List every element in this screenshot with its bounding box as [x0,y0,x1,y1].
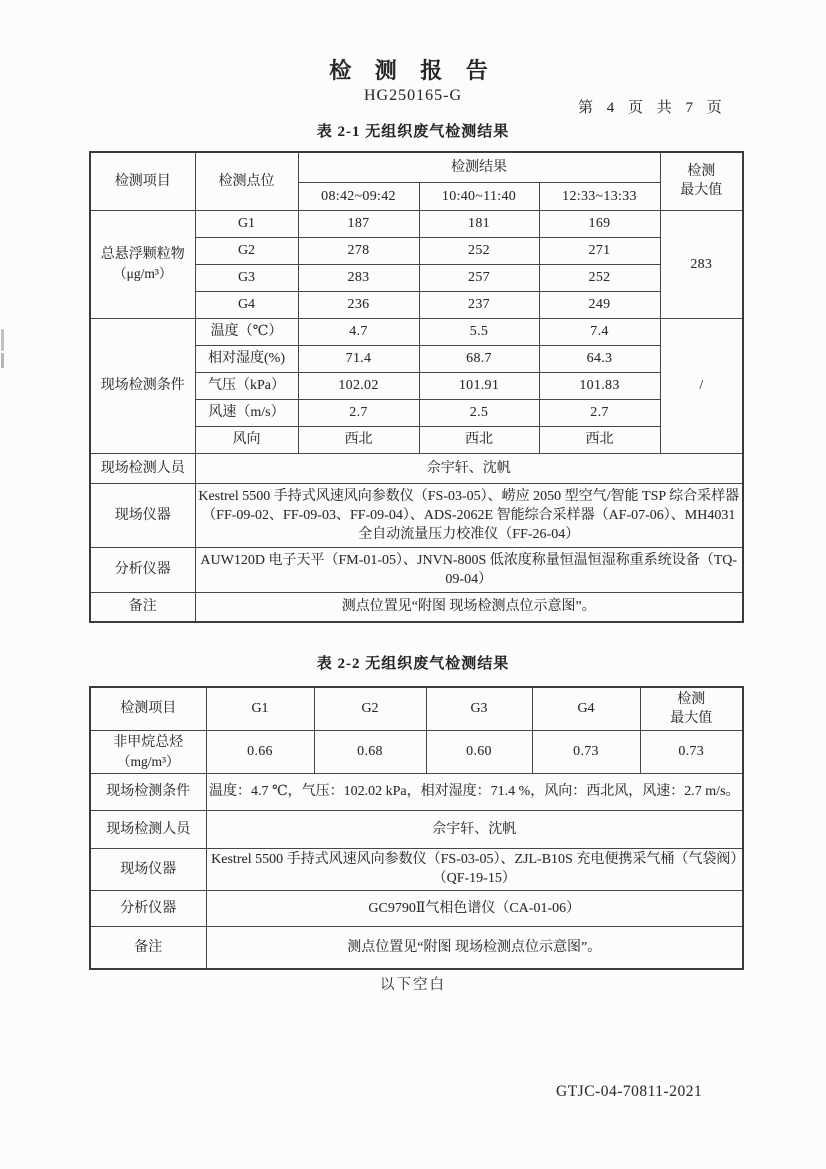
header-max [640,687,743,730]
cond-value: 101.91 [419,372,539,399]
nmhc-unit: （mg/m³） [116,753,180,769]
analysis-instruments-value: GC9790Ⅱ气相色谱仪（CA-01-06） [206,890,743,926]
tsp-value: 169 [539,210,660,237]
header-item: 检测项目 [90,152,195,210]
scan-edge-artifact [1,353,4,368]
time-slot-1: 08:42~09:42 [298,182,419,210]
table-row [90,926,743,969]
table-2-1 [89,151,744,623]
header-point: 检测点位 [195,152,298,210]
remark-label: 备注 [90,926,206,969]
tsp-value: 278 [298,237,419,264]
header-max-line1: 检测 [687,164,716,180]
header-point-g4: G4 [532,687,640,730]
nmhc-value: 0.66 [206,730,314,773]
point-label: G1 [195,210,298,237]
field-instruments-value: Kestrel 5500 手持式风速风向参数仪（FS-03-05）、崂应 2050 型空气/智能 TSP 综合采样器（FF-09-02、FF-09-03、FF-09-04）、ADS-2062E 智能综合采样器（AF-07-06）、MH4031 全自动流量压力校准仪（FF-26-04） [195,483,743,547]
analysis-instruments-label: 分析仪器 [90,547,195,592]
table-row [90,152,743,182]
table-row [90,592,743,622]
cond-value: 102.02 [298,372,419,399]
table-row [90,210,743,237]
table-row [90,848,743,890]
header-max-line2: 最大值 [680,183,723,199]
cond-name: 风向 [195,426,298,453]
time-slot-3: 12:33~13:33 [539,182,660,210]
tsp-value: 249 [539,291,660,318]
cond-section-label: 现场检测条件 [90,773,206,810]
cond-value: 101.83 [539,372,660,399]
cond-value: 64.3 [539,345,660,372]
table1-caption: 表 2-1 无组织废气检测结果 [316,124,510,140]
point-label: G3 [195,264,298,291]
footer-document-code: GTJC-04-70811-2021 [556,1083,703,1100]
remark-value: 测点位置见“附图 现场检测点位示意图”。 [195,592,743,622]
cond-max-value: / [660,318,743,453]
cond-name: 气压（kPa） [195,372,298,399]
table-row [90,547,743,592]
table-row [90,773,743,810]
table-row [90,318,743,345]
personnel-value: 佘宇轩、沈帆 [206,810,743,848]
tsp-value: 252 [419,237,539,264]
report-number: HG250165-G [364,87,462,104]
cond-value: 西北 [539,426,660,453]
table-2-2 [89,686,744,970]
tsp-value: 283 [298,264,419,291]
tsp-value: 252 [539,264,660,291]
table-row [90,810,743,848]
cond-section-label: 现场检测条件 [90,318,195,453]
point-label: G2 [195,237,298,264]
nmhc-value: 0.68 [314,730,426,773]
header-max [660,152,743,210]
personnel-label: 现场检测人员 [90,453,195,483]
tsp-value: 257 [419,264,539,291]
tsp-value: 187 [298,210,419,237]
nmhc-max-value: 0.73 [640,730,743,773]
analysis-instruments-label: 分析仪器 [90,890,206,926]
tsp-value: 237 [419,291,539,318]
tsp-value: 271 [539,237,660,264]
personnel-label: 现场检测人员 [90,810,206,848]
table-row [90,483,743,547]
header-item: 检测项目 [90,687,206,730]
header-max-line1: 检测 [677,691,706,707]
cond-value: 2.7 [298,399,419,426]
tsp-unit: （μg/m³） [113,266,173,281]
field-instruments-label: 现场仪器 [90,483,195,547]
nmhc-value: 0.73 [532,730,640,773]
remark-value: 测点位置见“附图 现场检测点位示意图”。 [206,926,743,969]
cond-value: 71.4 [298,345,419,372]
header-point-g3: G3 [426,687,532,730]
tsp-max-value: 283 [660,210,743,318]
cond-value: 4.7 [298,318,419,345]
tsp-item-label [90,210,195,318]
scan-edge-artifact [1,329,4,351]
header-result: 检测结果 [298,152,660,182]
tsp-name: 总悬浮颗粒物 [100,247,185,262]
tsp-value: 181 [419,210,539,237]
analysis-instruments-value: AUW120D 电子天平（FM-01-05）、JNVN-800S 低浓度称量恒温恒湿称重系统设备（TQ-09-04） [195,547,743,592]
table-row [90,687,743,730]
remark-label: 备注 [90,592,195,622]
nmhc-name: 非甲烷总烃 [113,734,184,750]
cond-value: 西北 [298,426,419,453]
tsp-value: 236 [298,291,419,318]
cond-value: 2.5 [419,399,539,426]
header-max-line2: 最大值 [670,710,713,726]
cond-value: 7.4 [539,318,660,345]
nmhc-item-label [90,730,206,773]
personnel-value: 佘宇轩、沈帆 [195,453,743,483]
cond-name: 风速（m/s） [195,399,298,426]
header-point-g2: G2 [314,687,426,730]
cond-value: 西北 [419,426,539,453]
cond-value: 5.5 [419,318,539,345]
cond-value: 68.7 [419,345,539,372]
nmhc-value: 0.60 [426,730,532,773]
table2-caption: 表 2-2 无组织废气检测结果 [316,656,510,672]
table-row [90,453,743,483]
field-instruments-label: 现场仪器 [90,848,206,890]
point-label: G4 [195,291,298,318]
below-blank-note: 以下空白 [380,977,446,993]
cond-summary-value: 温度：4.7 ℃，气压：102.02 kPa，相对湿度：71.4 %，风向：西北风，风速：2.7 m/s。 [206,773,743,810]
cond-name: 相对湿度(%) [195,345,298,372]
cond-name: 温度（℃） [195,318,298,345]
page-indicator: 第 4 页 共 7 页 [578,100,727,116]
table-row [90,730,743,773]
header-point-g1: G1 [206,687,314,730]
document-title: 检 测 报 告 [329,58,497,83]
time-slot-2: 10:40~11:40 [419,182,539,210]
field-instruments-value: Kestrel 5500 手持式风速风向参数仪（FS-03-05）、ZJL-B10S 充电便携采气桶（气袋阀）（QF-19-15） [206,848,743,890]
cond-value: 2.7 [539,399,660,426]
table-row [90,890,743,926]
